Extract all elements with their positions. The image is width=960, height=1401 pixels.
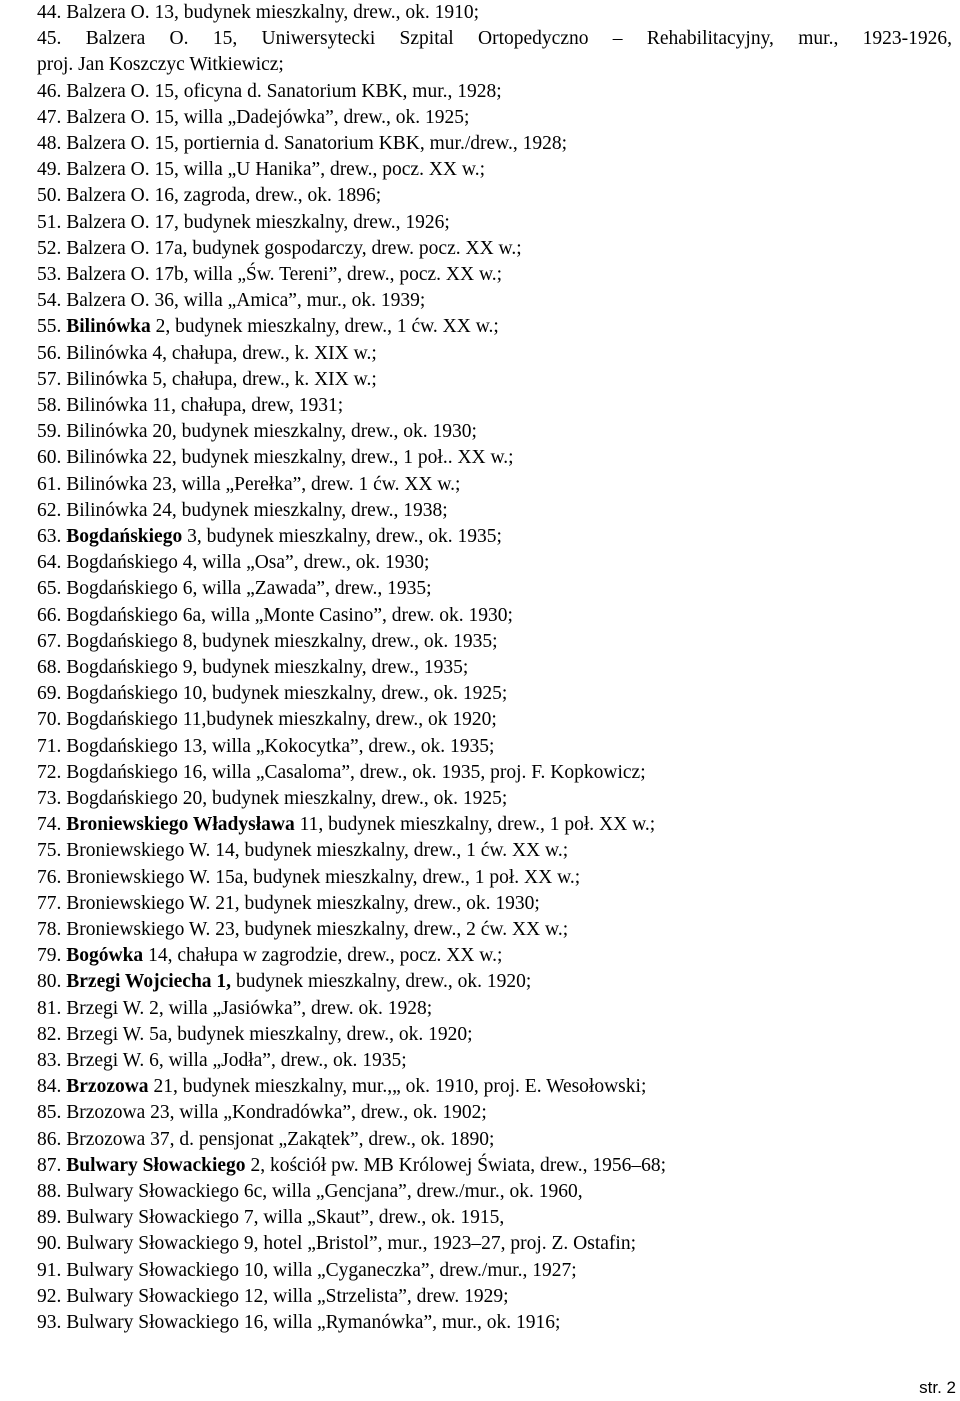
entry-text: Balzera O. 17, budynek mieszkalny, drew., 1926; <box>66 211 450 233</box>
entry-number: 47. <box>37 106 62 128</box>
entry-number: 44. <box>37 2 62 23</box>
list-item <box>37 734 952 760</box>
entry-text: Broniewskiego W. 14, budynek mieszkalny, drew., 1 ćw. XX w.; <box>66 840 569 862</box>
list-item <box>37 105 952 131</box>
entry-number: 88. <box>37 1181 62 1202</box>
entry-number: 62. <box>37 499 62 521</box>
list-item <box>37 1231 952 1257</box>
entry-text: 2, budynek mieszkalny, drew., 1 ćw. XX w.; <box>150 316 499 338</box>
entry-number: 91. <box>37 1259 62 1281</box>
list-item <box>37 445 952 471</box>
entry-text: Balzera O. 17a, budynek gospodarczy, drew. pocz. XX w.; <box>66 237 522 259</box>
list-item <box>37 288 952 314</box>
entry-number: 73. <box>37 788 62 809</box>
entry-text: proj. Jan Koszczyc Witkiewicz; <box>37 54 284 76</box>
street-name: Bilinówka <box>66 316 151 338</box>
entry-text: Bogdańskiego 6, willa „Zawada”, drew., 1935; <box>66 578 432 600</box>
entry-number: 84. <box>37 1076 62 1098</box>
list-item <box>37 341 952 367</box>
entry-number: 63. <box>37 526 62 547</box>
list-item <box>37 1074 952 1100</box>
entry-text: Bulwary Słowackiego 6c, willa „Gencjana”, drew./mur., ok. 1960, <box>66 1181 583 1202</box>
entry-text: 11, budynek mieszkalny, drew., 1 poł. XX w.; <box>294 814 656 836</box>
entry-text: Balzera O. 15, oficyna d. Sanatorium KBK, mur., 1928; <box>66 80 502 102</box>
street-name: Bogdańskiego <box>66 526 183 547</box>
entry-number: 89. <box>37 1207 62 1229</box>
entry-text: Balzera O. 15, Uniwersytecki Szpital Ortopedyczno – Rehabilitacyjny, mur., 1923-1926, <box>85 28 953 50</box>
entry-number: 75. <box>37 840 62 862</box>
list-item <box>37 367 952 393</box>
entry-number: 93. <box>37 1312 62 1333</box>
list-item <box>37 131 952 157</box>
entry-number: 45. <box>37 28 62 50</box>
entry-number: 72. <box>37 761 62 783</box>
entry-text: Bilinówka 4, chałupa, drew., k. XIX w.; <box>66 342 377 364</box>
list-item <box>37 26 952 52</box>
entry-text: Bulwary Słowackiego 10, willa „Cyganeczka”, drew./mur., 1927; <box>66 1259 577 1281</box>
entry-number: 79. <box>37 945 62 967</box>
list-item <box>37 236 952 262</box>
list-item <box>37 1179 952 1205</box>
list-item <box>37 1310 952 1336</box>
entry-text: Bilinówka 20, budynek mieszkalny, drew., ok. 1930; <box>66 421 477 443</box>
list-item <box>37 576 952 602</box>
list-item <box>37 1048 952 1074</box>
entry-text: Balzera O. 15, willa „Dadejówka”, drew., ok. 1925; <box>66 106 470 128</box>
entry-number: 81. <box>37 997 62 1019</box>
entry-text: Bogdańskiego 4, willa „Osa”, drew., ok. 1930; <box>66 552 430 574</box>
entry-number: 74. <box>37 814 62 836</box>
page-number: str. 2 <box>919 1378 956 1397</box>
list-item <box>37 969 952 995</box>
list-item <box>37 550 952 576</box>
entry-text: Bilinówka 24, budynek mieszkalny, drew., 1938; <box>66 499 448 521</box>
entry-text: Broniewskiego W. 23, budynek mieszkalny, drew., 2 ćw. XX w.; <box>66 919 569 940</box>
entry-number: 49. <box>37 159 62 181</box>
entry-text: Bulwary Słowackiego 7, willa „Skaut”, drew., ok. 1915, <box>66 1207 505 1229</box>
list-item <box>37 707 952 733</box>
entry-text: 14, chałupa w zagrodzie, drew., pocz. XX w.; <box>143 945 503 967</box>
list-item <box>37 262 952 288</box>
list-item <box>37 419 952 445</box>
entry-number: 78. <box>37 919 62 940</box>
street-name: Bulwary Słowackiego <box>66 1154 246 1176</box>
entry-text: Balzera O. 15, portiernia d. Sanatorium KBK, mur./drew., 1928; <box>66 133 568 154</box>
entry-number: 68. <box>37 657 62 678</box>
entry-number: 51. <box>37 211 62 233</box>
list-item <box>37 655 952 681</box>
entry-text: Bilinówka 5, chałupa, drew., k. XIX w.; <box>66 368 377 390</box>
entry-text: Broniewskiego W. 15a, budynek mieszkalny, drew., 1 poł. XX w.; <box>66 866 581 888</box>
entry-text: Bogdańskiego 10, budynek mieszkalny, drew., ok. 1925; <box>66 683 508 705</box>
entry-number: 77. <box>37 892 62 914</box>
entry-number: 55. <box>37 316 62 338</box>
entry-number: 54. <box>37 290 62 312</box>
list-item <box>37 1153 952 1179</box>
entry-text: Balzera O. 13, budynek mieszkalny, drew., ok. 1910; <box>66 2 480 23</box>
list-item <box>37 681 952 707</box>
list-item <box>37 524 952 550</box>
list-item <box>37 183 952 209</box>
entry-text: Bogdańskiego 8, budynek mieszkalny, drew., ok. 1935; <box>66 630 498 652</box>
list-item <box>37 891 952 917</box>
entry-number: 65. <box>37 578 62 600</box>
entry-text: 3, budynek mieszkalny, drew., ok. 1935; <box>182 526 502 547</box>
list-item <box>37 1284 952 1310</box>
entry-number: 60. <box>37 447 62 469</box>
list-item <box>37 52 952 78</box>
entry-text: 21, budynek mieszkalny, mur.,„ ok. 1910, proj. E. Wesołowski; <box>148 1076 647 1098</box>
entry-number: 69. <box>37 683 62 705</box>
entry-number: 83. <box>37 1050 62 1071</box>
list-item <box>37 1205 952 1231</box>
list-item <box>37 760 952 786</box>
entry-number: 58. <box>37 395 62 416</box>
entry-number: 76. <box>37 866 62 888</box>
list-item <box>37 865 952 891</box>
list-item <box>37 393 952 419</box>
list-item <box>37 1258 952 1284</box>
entry-number: 85. <box>37 1102 62 1124</box>
street-name: Brzegi Wojciecha 1, <box>66 971 232 993</box>
entry-text: budynek mieszkalny, drew., ok. 1920; <box>231 971 532 993</box>
list-item <box>37 943 952 969</box>
entry-number: 82. <box>37 1023 62 1045</box>
entry-number: 61. <box>37 473 62 495</box>
entry-number: 53. <box>37 264 62 285</box>
entry-text: Bilinówka 22, budynek mieszkalny, drew., 1 poł.. XX w.; <box>66 447 514 469</box>
entry-text: 2, kościół pw. MB Królowej Świata, drew., 1956–68; <box>245 1154 667 1176</box>
entry-text: Balzera O. 15, willa „U Hanika”, drew., pocz. XX w.; <box>66 159 485 181</box>
list-item <box>37 1022 952 1048</box>
entry-text: Bilinówka 23, willa „Perełka”, drew. 1 ćw. XX w.; <box>66 473 461 495</box>
entry-number: 80. <box>37 971 62 993</box>
entry-text: Brzegi W. 2, willa „Jasiówka”, drew. ok. 1928; <box>66 997 433 1019</box>
entry-text: Brzegi W. 5a, budynek mieszkalny, drew., ok. 1920; <box>66 1023 473 1045</box>
entry-text: Bogdańskiego 6a, willa „Monte Casino”, drew. ok. 1930; <box>66 604 513 626</box>
entry-text: Bogdańskiego 20, budynek mieszkalny, drew., ok. 1925; <box>66 788 508 809</box>
list-item <box>37 79 952 105</box>
list-item <box>37 629 952 655</box>
entry-text: Bulwary Słowackiego 9, hotel „Bristol”, mur., 1923–27, proj. Z. Ostafin; <box>66 1233 637 1255</box>
list-item <box>37 1100 952 1126</box>
street-name: Brzozowa <box>66 1076 149 1098</box>
entry-number: 64. <box>37 552 62 574</box>
entry-number: 52. <box>37 237 62 259</box>
list-item <box>37 917 952 943</box>
entry-number: 48. <box>37 133 62 154</box>
entry-number: 92. <box>37 1285 62 1307</box>
list-item <box>37 812 952 838</box>
entry-number: 46. <box>37 80 62 102</box>
entry-number: 66. <box>37 604 62 626</box>
entry-text: Balzera O. 17b, willa „Św. Tereni”, drew., pocz. XX w.; <box>66 264 503 285</box>
entry-number: 70. <box>37 709 62 731</box>
list-item <box>37 1127 952 1153</box>
list-item <box>37 157 952 183</box>
entry-text: Bulwary Słowackiego 16, willa „Rymanówka”, mur., ok. 1916; <box>66 1312 561 1333</box>
list-item <box>37 498 952 524</box>
street-name: Broniewskiego Władysława <box>66 814 295 836</box>
entry-text: Bilinówka 11, chałupa, drew, 1931; <box>66 395 344 416</box>
entry-number: 90. <box>37 1233 62 1255</box>
list-item <box>37 0 952 26</box>
entry-number: 57. <box>37 368 62 390</box>
entry-number: 59. <box>37 421 62 443</box>
entry-number: 67. <box>37 630 62 652</box>
entry-number: 86. <box>37 1128 62 1150</box>
list-item <box>37 838 952 864</box>
list-item <box>37 210 952 236</box>
entry-text: Bogdańskiego 16, willa „Casaloma”, drew., ok. 1935, proj. F. Kopkowicz; <box>66 761 646 783</box>
entry-text: Bogdańskiego 11,budynek mieszkalny, drew., ok 1920; <box>66 709 497 731</box>
entry-number: 50. <box>37 185 62 207</box>
entry-text: Broniewskiego W. 21, budynek mieszkalny, drew., ok. 1930; <box>66 892 540 914</box>
entry-text: Bogdańskiego 9, budynek mieszkalny, drew., 1935; <box>66 657 469 678</box>
entry-number: 87. <box>37 1154 62 1176</box>
list-item <box>37 996 952 1022</box>
entry-number: 71. <box>37 735 62 757</box>
entry-number: 56. <box>37 342 62 364</box>
entry-text: Balzera O. 36, willa „Amica”, mur., ok. 1939; <box>66 290 426 312</box>
entry-text: Balzera O. 16, zagroda, drew., ok. 1896; <box>66 185 382 207</box>
entry-text: Brzegi W. 6, willa „Jodła”, drew., ok. 1935; <box>66 1050 407 1071</box>
entry-text: Brzozowa 37, d. pensjonat „Zakątek”, drew., ok. 1890; <box>66 1128 495 1150</box>
entry-text: Bulwary Słowackiego 12, willa „Strzelista”, drew. 1929; <box>66 1285 509 1307</box>
entry-text: Brzozowa 23, willa „Kondradówka”, drew., ok. 1902; <box>66 1102 487 1124</box>
list-item <box>37 472 952 498</box>
list-item <box>37 603 952 629</box>
list-item <box>37 786 952 812</box>
street-name: Bogówka <box>66 945 144 967</box>
entry-text: Bogdańskiego 13, willa „Kokocytka”, drew., ok. 1935; <box>66 735 495 757</box>
list-item <box>37 314 952 340</box>
